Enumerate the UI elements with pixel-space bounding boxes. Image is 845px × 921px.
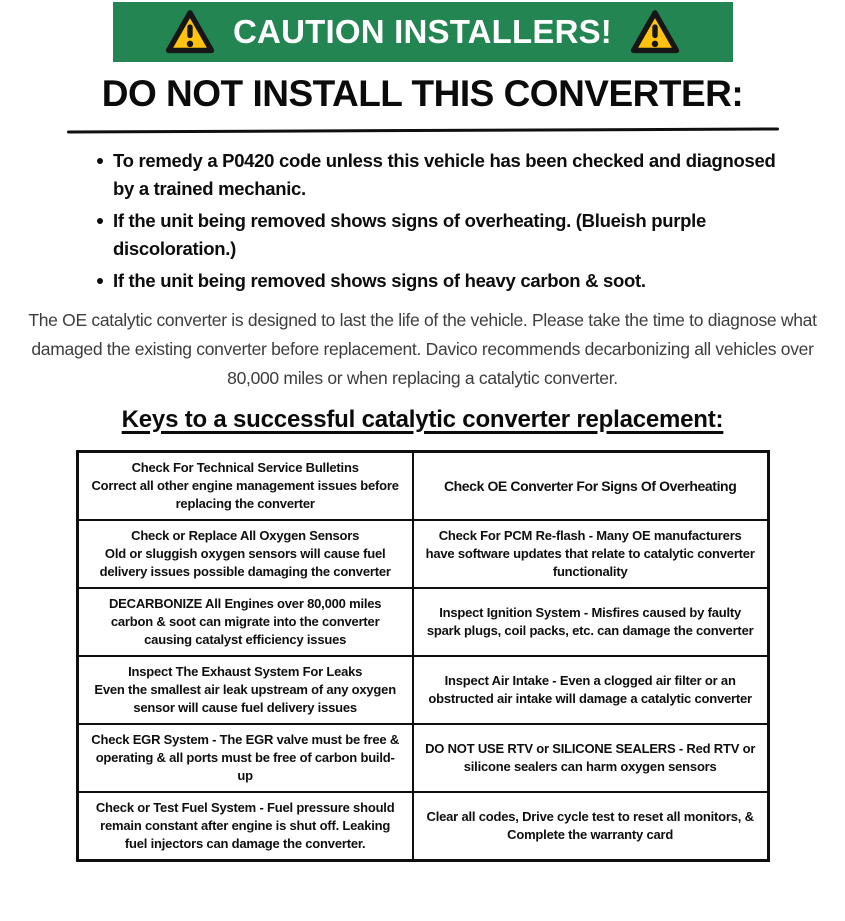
diagnosis-advice-paragraph: The OE catalytic converter is designed to last the life of the vehicle. Please take the time to diagnose what damaged the existing converter before replacement. Davico recommends decarbonizing all vehicles over 80,000 miles or when replacing a catalytic converter. (28, 309, 817, 388)
table-cell-tsb (77, 451, 413, 520)
table-cell-pcm-reflash: Check For PCM Re-flash - Many OE manufacturers have software updates that relate to catalytic converter functionality (413, 520, 768, 588)
table-row (77, 792, 768, 861)
warning-bullet-list (95, 147, 780, 295)
table-cell-decarbonize: DECARBONIZE All Engines over 80,000 miles carbon & soot can migrate into the converter causing catalyst efficiency issues (77, 588, 413, 656)
warning-triangle-icon (165, 9, 215, 55)
table-cell-fuel-system: Check or Test Fuel System - Fuel pressure should remain constant after engine is shut off. Leaking fuel injectors can damage the converter. (77, 792, 413, 861)
caution-banner (113, 2, 733, 62)
keys-table (76, 450, 770, 862)
table-cell-oxygen-sensors (77, 520, 413, 588)
warning-triangle-icon (630, 9, 680, 55)
cell-body: Even the smallest air leak upstream of any oxygen sensor will cause fuel delivery issues (94, 681, 396, 715)
table-cell-rtv-sealers: DO NOT USE RTV or SILICONE SEALERS - Red RTV or silicone sealers can harm oxygen sensors (413, 724, 768, 792)
table-cell-ignition-system: Inspect Ignition System - Misfires caused by faulty spark plugs, coil packs, etc. can damage the converter (413, 588, 768, 656)
cell-title: Inspect The Exhaust System For Leaks (128, 663, 363, 679)
table-row (77, 588, 768, 656)
table-row (77, 656, 768, 724)
table-cell-egr-system: Check EGR System - The EGR valve must be free & operating & all ports must be free of carbon build-up (77, 724, 413, 792)
cell-body: Old or sluggish oxygen sensors will cause fuel delivery issues possible damaging the converter (99, 545, 391, 579)
page-title: DO NOT INSTALL THIS CONVERTER: (101, 73, 744, 114)
table-cell-air-intake: Inspect Air Intake - Even a clogged air filter or an obstructed air intake will damage a catalytic converter (413, 656, 768, 724)
bullet-item-carbon-soot: If the unit being removed shows signs of heavy carbon & soot. (95, 267, 780, 295)
keys-heading: Keys to a successful catalytic converter replacement: (121, 405, 724, 433)
table-row (77, 451, 768, 520)
bullet-item-p0420: To remedy a P0420 code unless this vehicle has been checked and diagnosed by a trained mechanic. (95, 147, 780, 203)
cell-body: Correct all other engine management issues before replacing the converter (91, 477, 399, 511)
table-cell-clear-codes: Clear all codes, Drive cycle test to reset all monitors, & Complete the warranty card (413, 792, 768, 861)
cell-title: Check or Replace All Oxygen Sensors (131, 527, 360, 543)
table-cell-exhaust-leaks (77, 656, 413, 724)
cell-title: Check For Technical Service Bulletins (131, 459, 359, 475)
banner-title: CAUTION INSTALLERS! (233, 13, 612, 50)
bullet-item-overheating: If the unit being removed shows signs of overheating. (Blueish purple discoloration.) (95, 207, 780, 263)
divider-line (66, 127, 778, 133)
caution-flyer (0, 2, 845, 921)
table-cell-oe-overheating: Check OE Converter For Signs Of Overheating (413, 451, 768, 520)
table-row (77, 520, 768, 588)
table-row (77, 724, 768, 792)
